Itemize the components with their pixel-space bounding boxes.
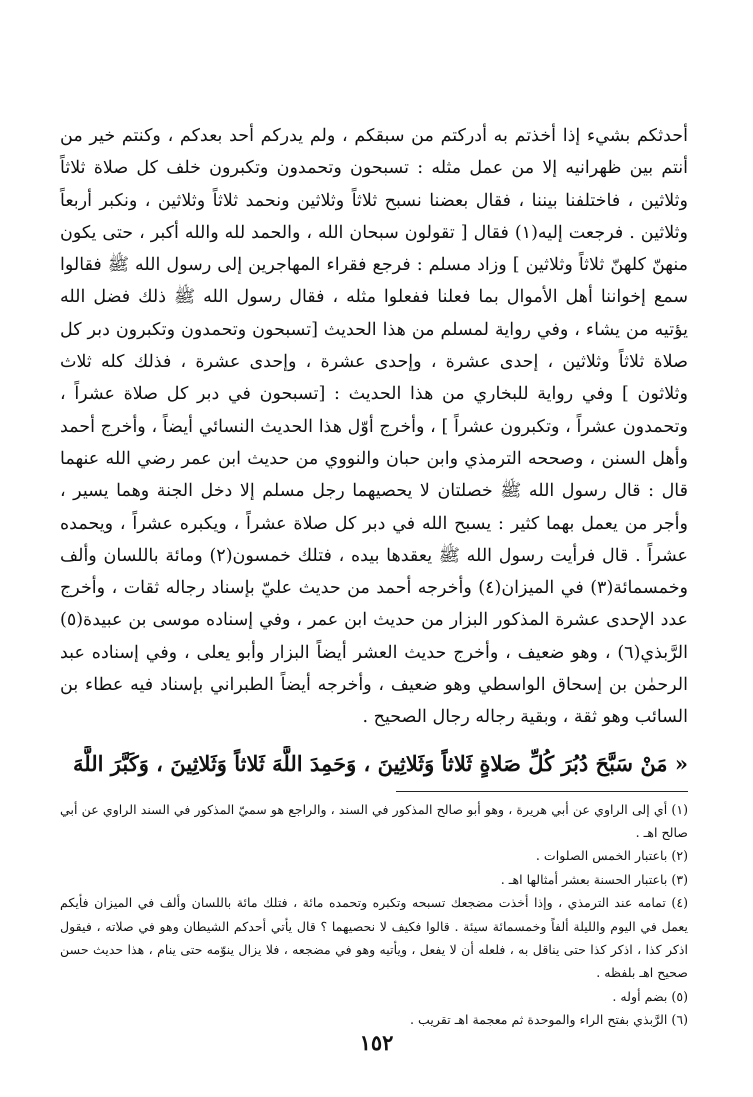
footnote-6: (٦) الرَّبذي بفتح الراء والموحدة ثم معجمة اهـ تقريب . [410,1012,688,1028]
page-content [60,120,688,1032]
footnote-5: (٥) بضم أوله . [612,988,688,1004]
footnote-1: (١) أي إلى الراوي عن أبي هريرة ، وهو أبو صالح المذكور في السند ، والراجع هو سميّ المذكور في السند الراوي عن أبي صالح اهـ . [60,801,688,841]
footnote-4: (٤) تمامه عند الترمذي ، وإذا أخذت مضجعك تسبحه وتكبره وتحمده مائة ، فتلك مائة باللسان وألف في الميزان فأيكم يعمل في اليوم والليلة ألفاً وخمسمائة سيئة . قالوا فكيف لا نحصيهما ؟ قال يأتي أحدكم الشيطان وهو في صلاته ، فيقول اذكر كذا ، اذكر كذا حتى يناقل به ، فلعله أن لا يفعل ، ويأتيه وهو في مضجعه ، فلا يزال ينوّمه حتى ينام ، هذا حديث حسن صحيح اهـ بلفظه . [60,895,688,981]
hadith-heading: « مَنْ سَبَّحَ دُبُرَ كُلِّ صَلاةٍ ثَلاثاً وَثَلاثِينَ ، وَحَمِدَ اللَّهَ ثَلاثاً وَثَلاثِينَ ، وَكَبَّرَ اللَّهَ [73,750,688,776]
main-paragraph: أحدثكم بشيء إذا أخذتم به أدركتم من سبقكم ، ولم يدركم أحد بعدكم ، وكنتم خير من أنتم بين ظهرانيه إلا من عمل مثله : تسبحون وتحمدون وتكبرون خلف كل صلاة ثلاثاً وثلاثين ، فاختلفنا بيننا ، فقال بعضنا نسبح ثلاثاً وثلاثين ونحمد ثلاثاً وثلاثين ، ونكبر أربعاً وثلاثين . فرجعت إليه(١) فقال [ تقولون سبحان الله ، والحمد لله والله أكبر ، حتى يكون منهنّ كلهنّ ثلاثاً وثلاثين ] وزاد مسلم : فرجع فقراء المهاجرين إلى رسول الله ﷺ فقالوا سمع إخواننا أهل الأموال بما فعلنا ففعلوا مثله ، فقال رسول الله ﷺ ذلك فضل الله يؤتيه من يشاء ، وفي رواية لمسلم من هذا الحديث [تسبحون وتحمدون وتكبرون دبر كل صلاة ثلاثاً وثلاثين ، إحدى عشرة ، وإحدى عشرة ، وإحدى عشرة ، فذلك كله ثلاث وثلاثون ] وفي رواية للبخاري من هذا الحديث : [تسبحون في دبر كل صلاة عشراً ، وتحمدون عشراً ، وتكبرون عشراً ] ، وأخرج أوّل هذا الحديث النسائي أيضاً ، وأخرج أحمد وأهل السنن ، وصححه الترمذي وابن حبان والنووي من حديث ابن عمر رضي الله عنهما قال : قال رسول الله ﷺ خصلتان لا يحصيهما رجل مسلم إلا دخل الجنة وهما يسير ، وأجر من يعمل بهما كثير : يسبح الله في دبر كل صلاة عشراً ، ويكبره عشراً ، ويحمده عشراً . قال فرأيت رسول الله ﷺ يعقدها بيده ، فتلك خمسون(٢) ومائة باللسان وألف وخمسمائة(٣) في الميزان(٤) وأخرجه أحمد من حديث عليّ بإسناد رجاله ثقات ، وأخرج عدد الإحدى عشرة المذكور البزار من حديث ابن عمر ، وفي إسناده موسى بن عبيدة(٥) الرَّبذي(٦) ، وهو ضعيف ، وأخرج حديث العشر أيضاً البزار وأبو يعلى ، وفي إسناده عبد الرحمٰن بن إسحاق الواسطي وهو ضعيف ، وأخرجه أيضاً الطبراني بإسناد فيه عطاء بن السائب وهو ثقة ، وبقية رجاله رجال الصحيح . [60,126,688,728]
footnotes-list [60,798,688,1032]
page-number: ١٥٢ [359,1030,394,1055]
footnote-2: (٢) باعتبار الخمس الصلوات . [535,848,688,864]
footnote-separator [396,791,688,792]
footnote-3: (٣) باعتبار الحسنة بعشر أمثالها اهـ . [500,871,688,887]
